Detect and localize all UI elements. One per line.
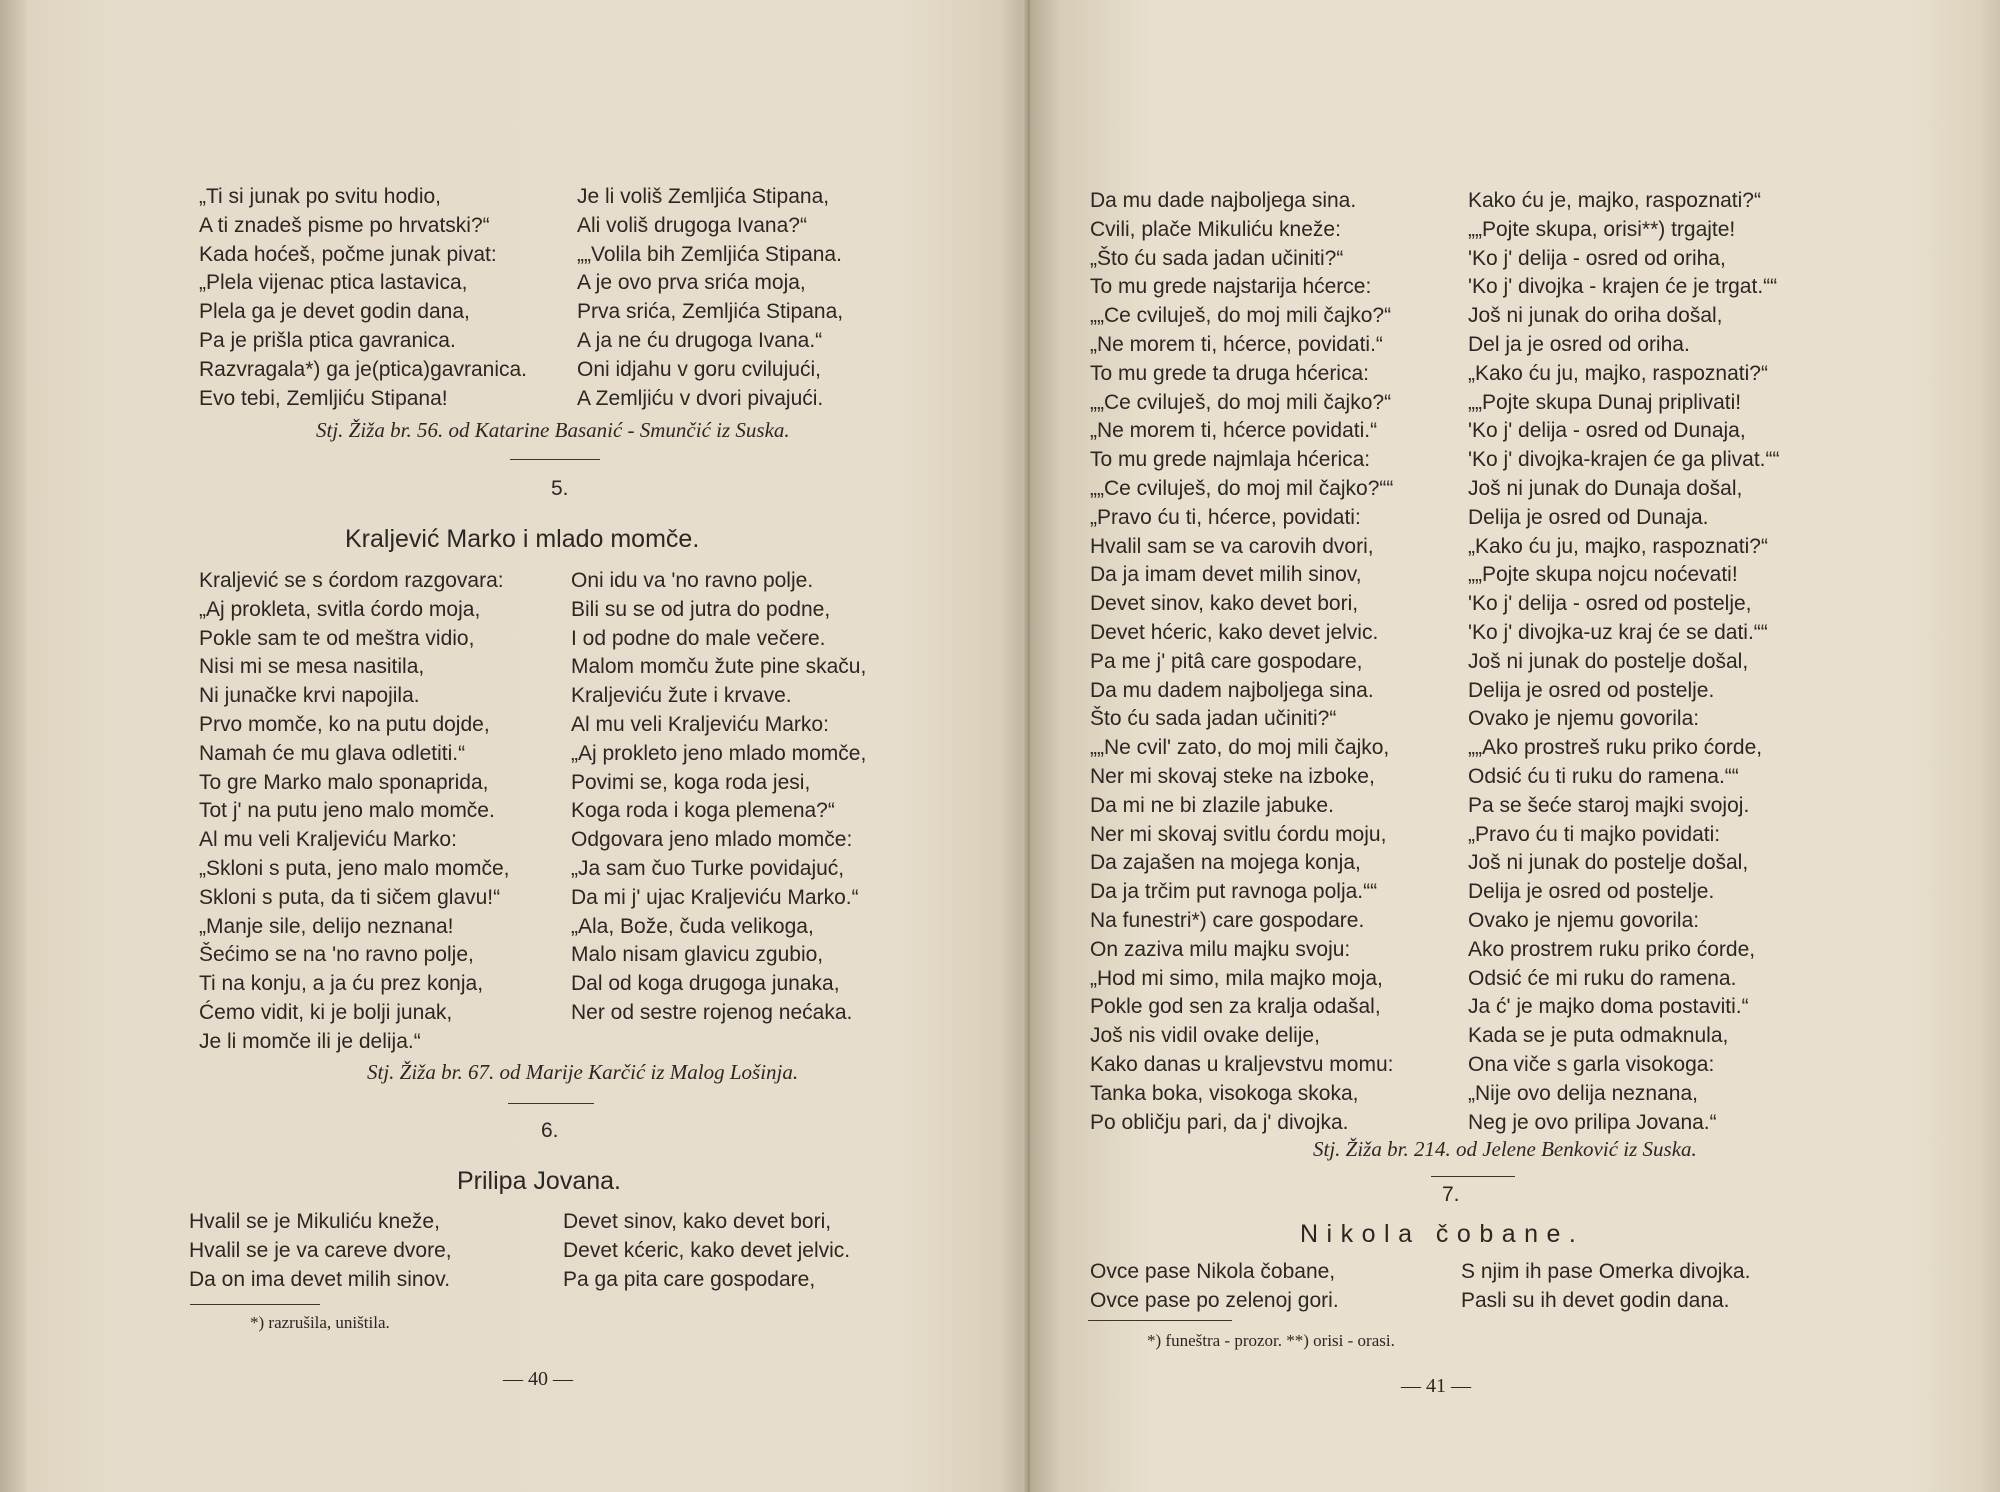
verse-line: Što ću sada jadan učiniti?“ [1090,707,1337,731]
footnote-rule [1088,1320,1232,1321]
verse-line: „„Pojte skupa nojcu noćevati! [1468,563,1738,587]
verse-line: Ovako je njemu govorila: [1468,707,1700,731]
verse-line: On zaziva milu majku svoju: [1090,937,1351,961]
verse-line: Povimi se, koga roda jesi, [571,770,811,794]
verse-line: Je li voliš Zemljića Stipana, [577,185,830,208]
verse-line: A je ovo prva srića moja, [577,271,806,295]
verse-line: „„Pojte skupa Dunaj priplivati! [1468,390,1742,414]
verse-line: „Aj prokleto jeno mlado momče, [571,741,867,765]
verse-line: Odsić ću ti ruku do ramena.““ [1468,764,1739,788]
poem6-col2 [563,1208,850,1294]
verse-line: „Kako ću ju, majko, raspoznati?“ [1468,361,1768,385]
verse-line: Da zajašen na mojega konja, [1090,851,1361,875]
verse-line: Odsić će mi ruku do ramena. [1468,966,1737,990]
verse-line: 'Ko j' divojka-uz kraj će se dati.““ [1468,620,1768,644]
poem5-col2 [571,567,866,1028]
verse-line: „Pravo ću ti majko povidati: [1468,822,1721,846]
verse-line: Šećimo se na 'no ravno polje, [199,943,474,967]
verse-line: Kada hoćeš, počme junak pivat: [199,242,497,266]
verse-line: Još ni junak do oriha došal, [1468,304,1723,328]
poem4-col2 [577,183,843,413]
poem6-cont-col2 [1468,187,1779,1137]
verse-line: Ona viče s garla visokoga: [1468,1052,1715,1076]
verse-line: 'Ko j' delija - osred od oriha, [1468,246,1726,270]
verse-line: Al mu veli Kraljeviću Marko: [199,828,457,852]
verse-line: „Plela vijenac ptica lastavica, [199,271,468,295]
poem5-attribution: Stj. Žiža br. 67. od Marije Karčić iz Malog Lošinja. [367,1060,799,1084]
verse-line: Malo nisam glavicu zgubio, [571,943,824,967]
verse-line: „„Ce cviluješ, do moj mili čajko?“ [1090,304,1392,328]
page-number: — 41 — [1401,1375,1471,1397]
poem5-title: Kraljević Marko i mlado momče. [345,525,700,553]
verse-line: Ti na konju, a ja ću prez konja, [199,972,484,996]
verse-line: „Pravo ću ti, hćerce, povidati: [1090,505,1361,529]
verse-line: Hvalil sam se va carovih dvori, [1090,534,1374,558]
verse-line: 'Ko j' divojka-krajen će ga plivat.““ [1468,448,1780,472]
verse-line: „„Ako prostreš ruku priko ćorde, [1468,736,1763,760]
verse-line: Devet kćeric, kako devet jelvic. [563,1238,851,1262]
verse-line: „Nije ovo delija neznana, [1468,1081,1698,1105]
poem6-cont-col1 [1090,187,1393,1137]
verse-line: „Hod mi simo, mila majko moja, [1090,966,1383,990]
verse-line: Plela ga je devet godin dana, [199,300,470,324]
verse-line: Je li momče ili je delija.“ [199,1029,421,1053]
poem5-number: 5. [551,477,569,500]
verse-line: Delija je osred od postelje. [1468,880,1715,904]
verse-line: „Što ću sada jadan učiniti?“ [1090,246,1344,270]
verse-line: Oni idu va 'no ravno polje. [571,569,814,592]
verse-line: Delija je osred od postelje. [1468,678,1715,702]
footnote-rule [190,1304,320,1305]
verse-line: Oni idjahu v goru cvilujući, [577,357,821,381]
verse-line: Po obličju pari, da j' divojka. [1090,1110,1349,1134]
verse-line: To mu grede najmlaja hćerica: [1090,448,1371,472]
verse-line: Ovce pase po zelenoj gori. [1090,1288,1339,1312]
poem7-title: Nikola čobane. [1300,1220,1585,1248]
poem7-number: 7. [1442,1183,1460,1206]
verse-line: „Ne morem ti, hćerce povidati.“ [1090,419,1378,443]
poem6-number: 6. [541,1119,559,1142]
verse-line: Delija je osred od Dunaja. [1468,505,1709,529]
verse-line: Još ni junak do Dunaja došal, [1468,476,1743,500]
verse-line: Pa se šeće staroj majki svojoj. [1468,793,1750,817]
verse-line: „Ne morem ti, hćerce, povidati.“ [1090,332,1383,356]
verse-line: Kada se je puta odmaknula, [1468,1024,1729,1048]
verse-line: Prva srića, Zemljića Stipana, [577,300,844,324]
verse-line: Pa ga pita care gospodare, [563,1267,816,1291]
separator-rule [508,1103,594,1104]
verse-line: To gre Marko malo sponaprida, [199,770,489,794]
verse-line: Koga roda i koga plemena?“ [571,799,835,823]
verse-line: Tanka boka, visokoga skoka, [1090,1081,1359,1105]
verse-line: „Ti si junak po svitu hodio, [199,185,442,208]
verse-line: Na funestri*) care gospodare. [1090,908,1365,932]
verse-line: Devet sinov, kako devet bori, [1090,592,1359,616]
verse-line: To mu grede ta druga hćerica: [1090,361,1369,385]
verse-line: Ovce pase Nikola čobane, [1090,1260,1336,1283]
verse-line: I od podne do male večere. [571,626,826,650]
poem6-title: Prilipa Jovana. [457,1167,621,1195]
verse-line: S njim ih pase Omerka divojka. [1461,1260,1751,1283]
verse-line: „Skloni s puta, jeno malo momče, [199,856,510,880]
verse-line: Još ni junak do postelje došal, [1468,851,1749,875]
separator-rule [1431,1176,1515,1177]
verse-line: A ja ne ću drugoga Ivana.“ [577,328,823,352]
verse-line: Namah će mu glava odletiti.“ [199,741,466,765]
verse-line: Da mi ne bi zlazile jabuke. [1090,793,1334,817]
verse-line: Ovako je njemu govorila: [1468,908,1700,932]
verse-line: A Zemljiću v dvori pivajući. [577,386,824,410]
verse-line: Bili su se od jutra do podne, [571,597,831,621]
verse-line: Nisi mi se mesa nasitila, [199,655,425,679]
verse-line: Ner mi skovaj steke na izboke, [1090,764,1375,788]
verse-line: „„Ce cviluješ, do moj mil čajko?““ [1090,476,1394,500]
verse-line: „Ala, Bože, čuda velikoga, [571,914,814,938]
verse-line: Da ja trčim put ravnoga polja.““ [1090,880,1378,904]
poem6-attribution: Stj. Žiža br. 214. od Jelene Benković iz Suska. [1313,1137,1697,1161]
verse-line: Ner mi skovaj svitlu ćordu moju, [1090,822,1387,846]
verse-line: To mu grede najstarija hćerce: [1090,275,1372,299]
verse-line: Skloni s puta, da ti sičem glavu!“ [199,885,501,909]
verse-line: „Ja sam čuo Turke povidajuć, [571,856,845,880]
separator-rule [510,459,600,460]
verse-line: Neg je ovo prilipa Jovana.“ [1468,1110,1717,1134]
verse-line: Kraljević se s ćordom razgovara: [199,569,504,592]
verse-line: „„Volila bih Zemljića Stipana. [577,242,842,266]
verse-line: Ni junačke krvi napojila. [199,684,420,708]
verse-line: Malom momču žute pine skaču, [571,655,867,679]
verse-line: „Aj prokleta, svitla ćordo moja, [199,597,481,621]
verse-line: Da on ima devet milih sinov. [189,1267,451,1291]
poem6-col1 [189,1208,452,1294]
verse-line: Da mu dadem najboljega sina. [1090,678,1374,702]
verse-line: Ali voliš drugoga Ivana?“ [577,213,807,237]
verse-line: Hvalil se je va careve dvore, [189,1238,452,1262]
verse-line: Prvo momče, ko na putu dojde, [199,712,490,736]
verse-line: Devet sinov, kako devet bori, [563,1210,832,1233]
verse-line: Kako ću je, majko, raspoznati?“ [1468,189,1761,212]
verse-line: Tot j' na putu jeno malo momče. [199,799,495,823]
verse-line: Pa je prišla ptica gavranica. [199,328,456,352]
verse-line: A ti znadeš pisme po hrvatski?“ [199,213,490,237]
verse-line: „„Pojte skupa, orisi**) trgajte! [1468,217,1736,241]
verse-line: Kako danas u kraljevstvu momu: [1090,1052,1394,1076]
poem5-col1 [199,567,509,1057]
verse-line: Da mu dade najboljega sina. [1090,189,1357,212]
poem7-col1 [1090,1258,1339,1316]
verse-line: „Manje sile, delijo neznana! [199,914,454,938]
verse-line: Da ja imam devet milih sinov, [1090,563,1362,587]
verse-line: Razvragala*) ga je(ptica)gavranica. [199,357,527,381]
verse-line: Del ja je osred od oriha. [1468,332,1690,356]
page-number: — 40 — [503,1368,573,1390]
poem4-col1 [199,183,527,413]
verse-line: Kraljeviću žute i krvave. [571,684,792,708]
verse-line: Odgovara jeno mlado momče: [571,828,853,852]
verse-line: 'Ko j' delija - osred od postelje, [1468,592,1752,616]
verse-line: Pokle god sen za kralja odašal, [1090,995,1381,1019]
verse-line: Devet hćeric, kako devet jelvic. [1090,620,1379,644]
verse-line: Cvili, plače Mikuliću kneže: [1090,217,1341,241]
verse-line: Ja ć' je majko doma postaviti.“ [1468,995,1749,1019]
verse-line: Pokle sam te od meštra vidio, [199,626,475,650]
verse-line: Dal od koga drugoga junaka, [571,972,840,996]
page-edge [0,0,26,1492]
verse-line: Ako prostrem ruku priko ćorde, [1468,937,1756,961]
footnote: *) funeštra - prozor. **) orisi - orasi. [1147,1331,1395,1350]
verse-line: „„Ce cviluješ, do moj mili čajko?“ [1090,390,1392,414]
verse-line: Hvalil se je Mikuliću kneže, [189,1210,440,1233]
verse-line: Ćemo vidit, ki je bolji junak, [199,1000,453,1024]
verse-line: 'Ko j' divojka - krajen će je trgat.““ [1468,275,1778,299]
verse-line: Pasli su ih devet godin dana. [1461,1288,1730,1312]
verse-line: Još nis vidil ovake delije, [1090,1024,1320,1048]
right-page [1030,0,2000,1492]
verse-line: Pa me j' pitâ care gospodare, [1090,649,1363,673]
verse-line: „„Ne cvil' zato, do moj mili čajko, [1090,736,1390,760]
poem7-col2 [1461,1258,1750,1316]
verse-line: Ner od sestre rojenog nećaka. [571,1000,853,1024]
verse-line: Još ni junak do postelje došal, [1468,649,1749,673]
footnote: *) razrušila, uništila. [250,1313,390,1332]
verse-line: Al mu veli Kraljeviću Marko: [571,712,829,736]
poem4-attribution: Stj. Žiža br. 56. od Katarine Basanić - Smunčić iz Suska. [316,418,790,442]
verse-line: „Kako ću ju, majko, raspoznati?“ [1468,534,1768,558]
verse-line: Da mi j' ujac Kraljeviću Marko.“ [571,885,859,909]
verse-line: 'Ko j' delija - osred od Dunaja, [1468,419,1746,443]
verse-line: Evo tebi, Zemljiću Stipana! [199,386,448,410]
